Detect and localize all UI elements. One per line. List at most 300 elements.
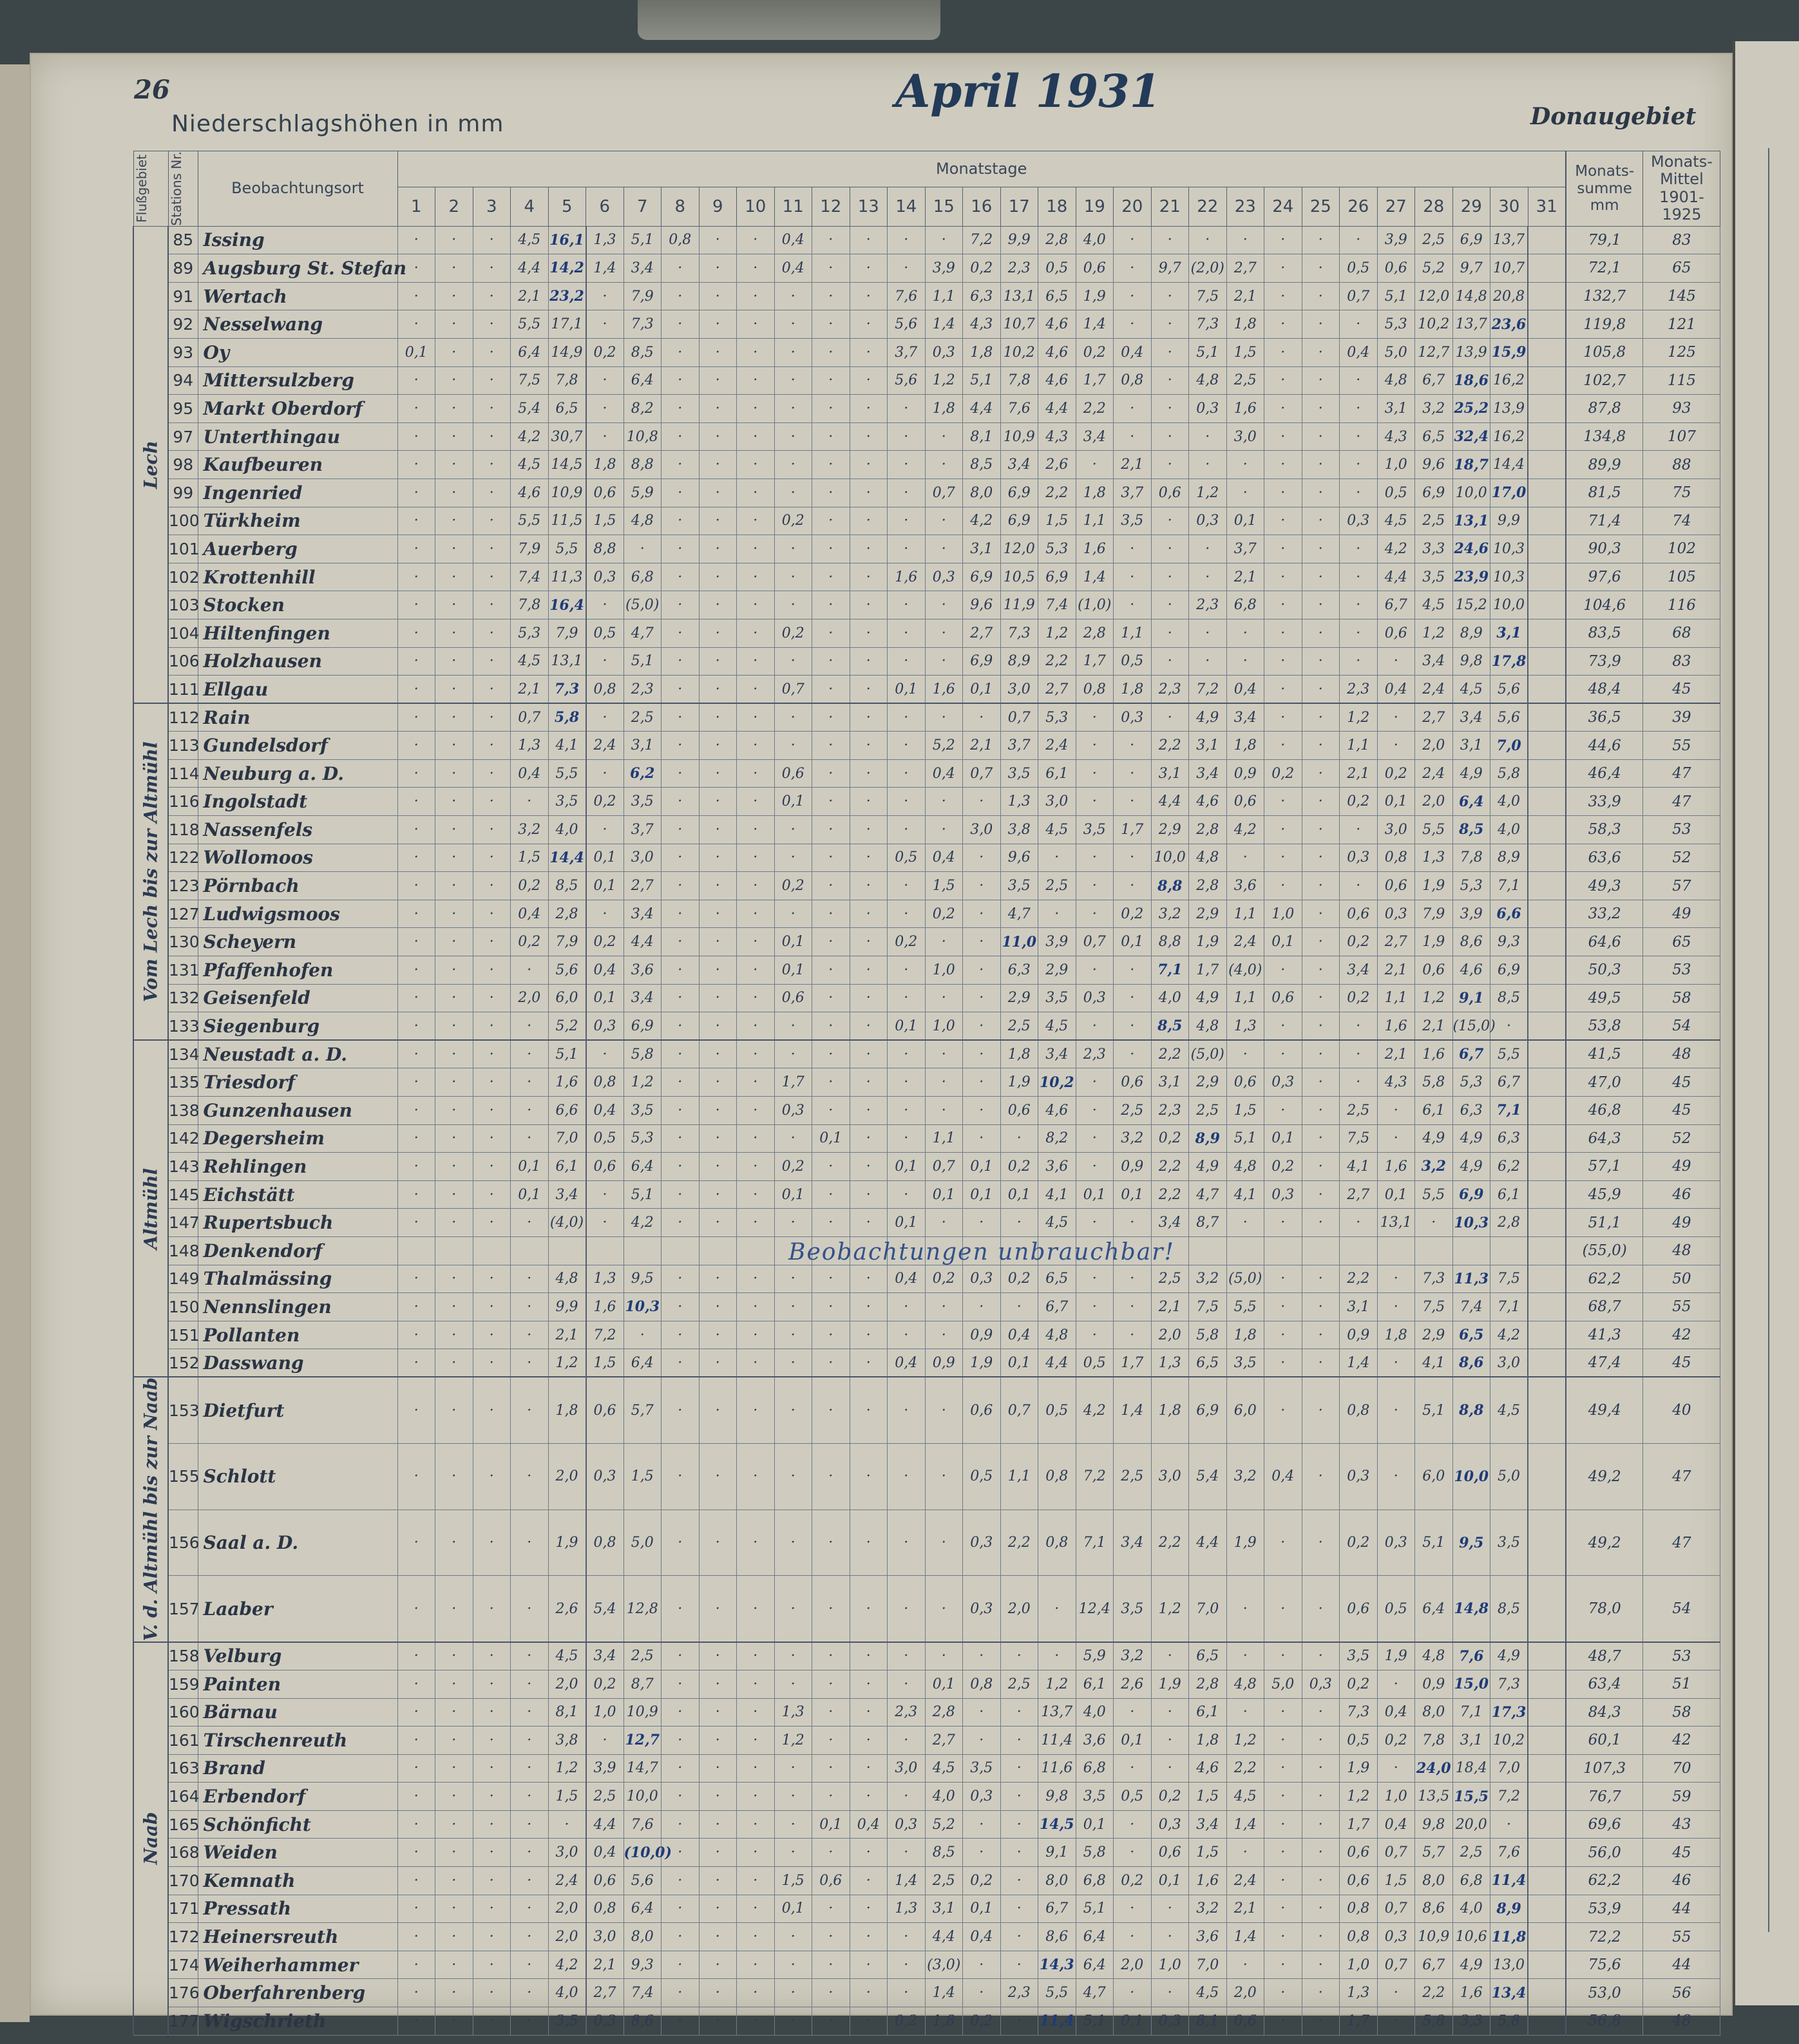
day-cell: 3,5	[1076, 816, 1114, 844]
day-cell: 5,5	[511, 310, 549, 339]
day-cell: ·	[737, 1443, 775, 1509]
day-cell: 6,3	[1490, 1124, 1528, 1153]
day-cell	[737, 1236, 775, 1265]
day-cell: 13,7	[1490, 226, 1528, 254]
day-cell: 1,7	[1076, 366, 1114, 395]
day-cell: ·	[737, 703, 775, 732]
day-cell: 13,1	[1377, 1209, 1415, 1237]
day-cell: ·	[1264, 676, 1302, 704]
day-cell: 1,9	[1415, 928, 1453, 956]
day-cell: ·	[774, 282, 812, 310]
day-cell: ·	[699, 395, 737, 423]
day-cell: ·	[850, 647, 888, 676]
day-cell: ·	[850, 1509, 888, 1576]
day-cell: ·	[774, 563, 812, 591]
day-cell: 5,5	[1038, 1979, 1076, 2007]
day-cell: 0,1	[888, 1012, 926, 1041]
day-cell: 3,1	[925, 1895, 963, 1923]
day-cell: 0,8	[586, 1895, 624, 1923]
day-cell: ·	[925, 788, 963, 816]
table-row	[133, 676, 1720, 704]
monthly-mean: 48	[1643, 2007, 1720, 2036]
day-cell: 3,9	[1452, 900, 1490, 928]
day-cell: 1,7	[1189, 956, 1227, 985]
day-cell: ·	[812, 1321, 850, 1349]
day-cell: 0,1	[1000, 1349, 1038, 1377]
station-name: Dasswang	[198, 1349, 397, 1377]
day-cell: 1,0	[1151, 1951, 1189, 1979]
day-cell: 5,5	[548, 759, 586, 788]
day-cell: ·	[925, 703, 963, 732]
day-cell: ·	[850, 816, 888, 844]
day-cell: ·	[774, 1443, 812, 1509]
monthly-mean: 93	[1643, 395, 1720, 423]
day-cell: (4,0)	[548, 1209, 586, 1237]
day-cell: 0,9	[1114, 1153, 1152, 1181]
day-cell: ·	[850, 928, 888, 956]
day-cell: ·	[1226, 1642, 1264, 1670]
day-cell: 2,7	[925, 1727, 963, 1755]
day-cell: 4,1	[1038, 1180, 1076, 1209]
day-cell: 0,4	[963, 1923, 1001, 1951]
unusable-note: Beobachtungen unbrauchbar!	[788, 1239, 1175, 1265]
day-cell: 0,5	[1377, 1576, 1415, 1642]
monthly-sum: 53,8	[1566, 1012, 1643, 1041]
table-row	[133, 844, 1720, 872]
day-cell: ·	[1340, 619, 1378, 647]
day-cell: 12,0	[1415, 282, 1453, 310]
day-cell: ·	[925, 1642, 963, 1670]
day-cell: ·	[1302, 759, 1340, 788]
day-cell: 0,1	[511, 1180, 549, 1209]
day-cell: 18,6	[1452, 366, 1490, 395]
day-cell: ·	[511, 1377, 549, 1443]
day-header: 20	[1114, 187, 1152, 226]
day-cell: 14,4	[1490, 451, 1528, 479]
day-cell: 1,1	[1226, 900, 1264, 928]
day-cell: ·	[511, 788, 549, 816]
monthly-mean: 53	[1643, 956, 1720, 985]
day-cell: (4,0)	[1226, 956, 1264, 985]
day-cell: ·	[1076, 844, 1114, 872]
day-cell: ·	[850, 422, 888, 451]
day-cell: ·	[850, 984, 888, 1012]
day-cell: 2,4	[548, 1867, 586, 1895]
day-cell: ·	[737, 1698, 775, 1727]
day-cell: 11,3	[548, 563, 586, 591]
day-cell: ·	[699, 1377, 737, 1443]
day-cell: ·	[397, 1783, 435, 1811]
day-cell: ·	[435, 451, 473, 479]
day-cell: ·	[662, 1979, 700, 2007]
day-cell: 0,4	[1264, 1443, 1302, 1509]
day-cell: ·	[1302, 872, 1340, 900]
station-name: Brand	[198, 1754, 397, 1783]
monthly-sum: 97,6	[1566, 563, 1643, 591]
day-cell: 2,1	[1377, 956, 1415, 985]
day-cell: 2,8	[1189, 1670, 1227, 1698]
day-cell: ·	[1114, 759, 1152, 788]
day-cell: ·	[473, 984, 511, 1012]
day-cell: ·	[1415, 1209, 1453, 1237]
day-cell: ·	[662, 1670, 700, 1698]
day-cell: 3,3	[1452, 2007, 1490, 2036]
table-row	[133, 563, 1720, 591]
day-cell: 6,1	[1490, 1180, 1528, 1209]
day-cell: ·	[1302, 1443, 1340, 1509]
table-row	[133, 1153, 1720, 1181]
day-cell: ·	[1264, 956, 1302, 985]
day-cell: ·	[699, 563, 737, 591]
day-cell: ·	[699, 1509, 737, 1576]
day-header: 25	[1302, 187, 1340, 226]
day-cell: ·	[812, 1349, 850, 1377]
day-cell: 1,2	[548, 1754, 586, 1783]
day-cell: 0,5	[1038, 254, 1076, 283]
day-cell: ·	[1000, 2007, 1038, 2036]
day-cell: 2,5	[1151, 1265, 1189, 1293]
day-cell: 2,4	[586, 732, 624, 760]
day-cell: ·	[699, 338, 737, 366]
day-cell: 0,2	[1340, 984, 1378, 1012]
day-cell: 2,8	[1490, 1209, 1528, 1237]
day-header: 24	[1264, 187, 1302, 226]
day-cell: 4,0	[1076, 226, 1114, 254]
day-cell: 6,9	[963, 563, 1001, 591]
day-cell: ·	[774, 816, 812, 844]
day-cell: ·	[1302, 1923, 1340, 1951]
day-cell: ·	[1264, 1810, 1302, 1839]
day-cell: ·	[1076, 451, 1114, 479]
monthly-sum: 107,3	[1566, 1754, 1643, 1783]
day-cell: 3,2	[511, 816, 549, 844]
day-header: 4	[511, 187, 549, 226]
day-cell: 7,8	[1452, 844, 1490, 872]
day-cell: 3,2	[1114, 1642, 1152, 1670]
table-row	[133, 900, 1720, 928]
day-cell: 0,1	[812, 1124, 850, 1153]
day-cell: 6,9	[1452, 1180, 1490, 1209]
day-cell: 2,2	[1340, 1265, 1378, 1293]
day-cell	[1528, 1576, 1566, 1642]
day-cell: ·	[662, 591, 700, 620]
day-cell: 0,3	[1189, 507, 1227, 535]
day-cell: 6,4	[1415, 1576, 1453, 1642]
day-cell: ·	[511, 1951, 549, 1979]
day-cell: ·	[1302, 788, 1340, 816]
day-cell: ·	[737, 1293, 775, 1321]
day-cell: 3,1	[623, 732, 662, 760]
table-row	[133, 759, 1720, 788]
day-cell: ·	[1114, 395, 1152, 423]
day-cell: ·	[1038, 844, 1076, 872]
day-cell: 1,9	[1415, 872, 1453, 900]
day-cell: ·	[812, 338, 850, 366]
day-cell: 3,0	[1490, 1349, 1528, 1377]
day-cell: ·	[699, 1293, 737, 1321]
day-cell: 0,6	[586, 478, 624, 507]
day-cell: ·	[850, 1576, 888, 1642]
day-cell: ·	[1302, 254, 1340, 283]
monthly-mean: 58	[1643, 984, 1720, 1012]
monthly-sum: 56,8	[1566, 2007, 1643, 2036]
day-cell: 1,1	[1114, 619, 1152, 647]
day-cell: 0,3	[1076, 984, 1114, 1012]
table-row	[133, 1509, 1720, 1576]
day-cell	[1528, 338, 1566, 366]
day-cell: 1,2	[1340, 1783, 1378, 1811]
day-cell: ·	[1151, 703, 1189, 732]
day-cell: ·	[1264, 226, 1302, 254]
station-name: Ingenried	[198, 478, 397, 507]
monthly-mean: 45	[1643, 1349, 1720, 1377]
day-cell: 3,5	[1114, 507, 1152, 535]
day-cell: 1,3	[1415, 844, 1453, 872]
monthly-sum: 44,6	[1566, 732, 1643, 760]
day-cell: ·	[699, 1783, 737, 1811]
day-cell: ·	[435, 1979, 473, 2007]
day-cell: 10,2	[1000, 338, 1038, 366]
day-cell: ·	[1076, 1265, 1114, 1293]
day-cell: 8,5	[623, 338, 662, 366]
day-cell: ·	[699, 872, 737, 900]
day-cell: 2,3	[1000, 254, 1038, 283]
day-cell: ·	[850, 451, 888, 479]
day-cell: 4,8	[623, 507, 662, 535]
day-cell	[1528, 1124, 1566, 1153]
day-cell: 1,3	[774, 1698, 812, 1727]
day-cell: ·	[774, 1209, 812, 1237]
day-cell: ·	[662, 563, 700, 591]
day-cell: 1,4	[1226, 1923, 1264, 1951]
monthly-mean: 44	[1643, 1895, 1720, 1923]
day-cell: ·	[586, 395, 624, 423]
monthly-mean: 53	[1643, 816, 1720, 844]
day-cell: 0,3	[586, 1012, 624, 1041]
day-cell: ·	[1000, 1642, 1038, 1670]
monthly-mean: 116	[1643, 591, 1720, 620]
table-row	[133, 226, 1720, 254]
day-cell: ·	[1377, 1265, 1415, 1293]
day-cell: ·	[662, 478, 700, 507]
monthly-mean: 42	[1643, 1321, 1720, 1349]
day-cell: ·	[1076, 759, 1114, 788]
day-cell: 1,5	[586, 507, 624, 535]
day-cell: 7,5	[1189, 1293, 1227, 1321]
day-cell: ·	[1340, 1012, 1378, 1041]
day-cell: ·	[435, 1293, 473, 1321]
day-cell: 2,5	[1340, 1097, 1378, 1125]
day-cell: 0,4	[774, 226, 812, 254]
monthly-sum: 105,8	[1566, 338, 1643, 366]
day-cell: 4,9	[1452, 1153, 1490, 1181]
day-cell: 13,1	[1452, 507, 1490, 535]
day-cell: 1,0	[586, 1698, 624, 1727]
day-cell: ·	[925, 591, 963, 620]
day-cell: ·	[1000, 1209, 1038, 1237]
day-cell: ·	[888, 1293, 926, 1321]
day-cell: ·	[699, 366, 737, 395]
day-cell: ·	[888, 1923, 926, 1951]
station-name: Türkheim	[198, 507, 397, 535]
day-cell: ·	[662, 1068, 700, 1097]
day-cell: 2,1	[1114, 451, 1152, 479]
day-cell: 1,4	[1340, 1349, 1378, 1377]
monthly-sum: 49,5	[1566, 984, 1643, 1012]
day-cell: 4,8	[1226, 1153, 1264, 1181]
day-cell: ·	[1114, 254, 1152, 283]
day-cell: 0,3	[888, 1810, 926, 1839]
day-cell: ·	[812, 956, 850, 985]
day-cell: 4,4	[511, 254, 549, 283]
table-row	[133, 366, 1720, 395]
day-cell: 0,3	[1189, 395, 1227, 423]
day-cell: ·	[1302, 956, 1340, 985]
day-cell: ·	[850, 563, 888, 591]
day-cell: ·	[925, 535, 963, 563]
day-cell: ·	[812, 788, 850, 816]
day-cell: ·	[963, 1951, 1001, 1979]
day-cell: 5,3	[1452, 1068, 1490, 1097]
day-cell: 0,6	[1340, 1839, 1378, 1867]
table-row	[133, 1923, 1720, 1951]
day-cell: 1,3	[1151, 1349, 1189, 1377]
day-cell: 2,2	[1151, 1153, 1189, 1181]
day-cell: ·	[1302, 1265, 1340, 1293]
day-cell: 2,9	[1415, 1321, 1453, 1349]
day-cell: ·	[888, 1443, 926, 1509]
day-cell: 2,3	[623, 676, 662, 704]
day-cell: 0,3	[1264, 1068, 1302, 1097]
day-cell: ·	[662, 619, 700, 647]
day-cell: ·	[586, 1727, 624, 1755]
day-cell: 4,4	[586, 1810, 624, 1839]
day-cell: 0,2	[963, 1867, 1001, 1895]
col-monatstage: Monatstage	[397, 151, 1566, 187]
day-cell: ·	[1302, 1209, 1340, 1237]
day-cell: ·	[1264, 535, 1302, 563]
day-header: 5	[548, 187, 586, 226]
day-cell: 15,0	[1452, 1670, 1490, 1698]
day-cell: ·	[925, 1068, 963, 1097]
day-cell: ·	[397, 1576, 435, 1642]
day-cell: 0,3	[1151, 2007, 1189, 2036]
day-cell	[1528, 1012, 1566, 1041]
day-cell: ·	[699, 1951, 737, 1979]
day-cell: 9,3	[623, 1951, 662, 1979]
day-cell: 4,5	[511, 647, 549, 676]
day-cell: ·	[435, 1180, 473, 1209]
day-cell: ·	[511, 1783, 549, 1811]
station-number: 101	[168, 535, 198, 563]
day-cell: 23,9	[1452, 563, 1490, 591]
day-cell: ·	[1114, 956, 1152, 985]
station-number: 131	[168, 956, 198, 985]
day-cell: ·	[1302, 1576, 1340, 1642]
day-cell: 2,5	[1452, 1839, 1490, 1867]
day-cell: ·	[397, 1068, 435, 1097]
day-cell: 10,5	[1000, 563, 1038, 591]
day-cell: 0,1	[397, 338, 435, 366]
day-cell: 2,5	[586, 1783, 624, 1811]
day-cell: 4,3	[1377, 422, 1415, 451]
day-cell: 0,2	[1114, 1867, 1152, 1895]
day-header: 9	[699, 187, 737, 226]
day-cell: 3,0	[1038, 788, 1076, 816]
day-cell: ·	[397, 1727, 435, 1755]
day-cell: 8,1	[963, 422, 1001, 451]
day-cell: ·	[774, 310, 812, 339]
day-cell: 8,0	[963, 478, 1001, 507]
day-cell: ·	[397, 1698, 435, 1727]
day-cell: 2,2	[1151, 1180, 1189, 1209]
day-cell: ·	[699, 984, 737, 1012]
day-header: 21	[1151, 187, 1189, 226]
day-cell: ·	[925, 1509, 963, 1576]
station-name: Krottenhill	[198, 563, 397, 591]
day-cell: ·	[850, 759, 888, 788]
col-summe: Monats-summe mm	[1566, 151, 1643, 227]
day-cell: ·	[435, 1839, 473, 1867]
day-cell: 8,1	[548, 1698, 586, 1727]
day-cell: ·	[473, 732, 511, 760]
day-cell	[1528, 1265, 1566, 1293]
station-name: Issing	[198, 226, 397, 254]
day-cell: ·	[511, 1670, 549, 1698]
day-cell: ·	[1340, 366, 1378, 395]
col-flussgebiet: Flußgebiet	[133, 151, 168, 227]
day-cell: 2,7	[963, 619, 1001, 647]
monthly-mean: 68	[1643, 619, 1720, 647]
day-cell: 14,3	[1038, 1951, 1076, 1979]
day-cell: ·	[397, 1097, 435, 1125]
day-cell: 3,5	[1038, 984, 1076, 1012]
day-cell: 4,2	[1490, 1321, 1528, 1349]
day-cell: 0,8	[586, 1068, 624, 1097]
day-cell: ·	[1151, 647, 1189, 676]
day-cell: ·	[662, 282, 700, 310]
day-cell	[1528, 478, 1566, 507]
day-cell: ·	[737, 956, 775, 985]
day-cell: 0,8	[963, 1670, 1001, 1698]
day-cell: ·	[1302, 1727, 1340, 1755]
day-cell: ·	[850, 1867, 888, 1895]
day-cell: ·	[850, 1783, 888, 1811]
day-cell	[1528, 844, 1566, 872]
day-cell: ·	[548, 1810, 586, 1839]
day-header: 29	[1452, 187, 1490, 226]
day-cell: (5,0)	[1189, 1040, 1227, 1068]
day-cell: 1,5	[1226, 1097, 1264, 1125]
day-cell: ·	[850, 1349, 888, 1377]
day-cell: ·	[662, 338, 700, 366]
table-row	[133, 647, 1720, 676]
day-cell: ·	[1264, 591, 1302, 620]
day-cell: ·	[850, 1979, 888, 2007]
day-cell: 10,0	[1151, 844, 1189, 872]
day-cell: 3,0	[586, 1923, 624, 1951]
day-cell: ·	[737, 1670, 775, 1698]
day-cell: ·	[435, 928, 473, 956]
day-cell: 2,6	[1114, 1670, 1152, 1698]
day-cell: ·	[473, 451, 511, 479]
day-header: 30	[1490, 187, 1528, 226]
day-cell: ·	[586, 422, 624, 451]
day-cell: ·	[699, 1923, 737, 1951]
day-cell: ·	[1000, 1124, 1038, 1153]
day-cell: 3,4	[586, 1642, 624, 1670]
day-cell: 1,2	[1415, 984, 1453, 1012]
